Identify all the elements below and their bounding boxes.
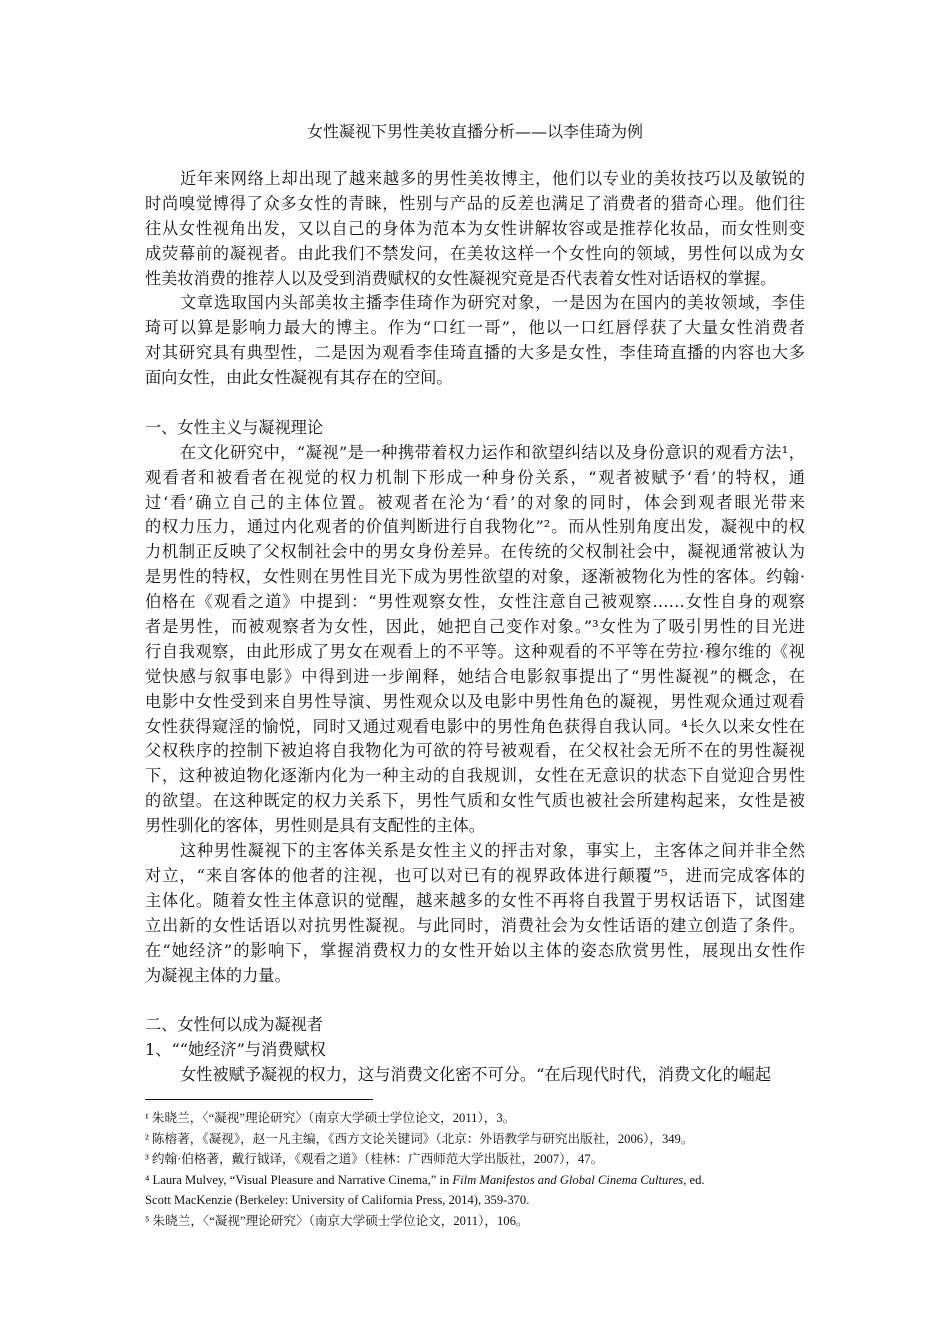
paragraph <box>145 839 805 988</box>
section-heading: 1、““她经济”与消费赋权 <box>145 1040 326 1060</box>
footnote-1: ¹ 朱晓兰，〈“凝视”理论研究〉（南京大学硕士学位论文，2011），3。 <box>145 1111 516 1125</box>
paragraph-line: 者是男性，而被观察者为女性，因此，她把自己变作对象。”³女性为了吸引男性的目光进 <box>145 617 805 637</box>
paragraph-line: 在“她经济”的影响下，掌握消费权力的女性开始以主体的姿态欣赏男性，展现出女性作 <box>145 940 805 960</box>
paragraph-line: 时尚嗅觉博得了众多女性的青睐，性别与产品的反差也满足了消费者的猎奇心理。他们往 <box>145 193 805 213</box>
document-title: 女性凝视下男性美妆直播分析——以李佳琦为例 <box>306 122 643 141</box>
paragraph-line: 主体化。随着女性主体意识的觉醒，越来越多的女性不再将自我置于男权话语下，试图建 <box>145 890 805 910</box>
paragraph-line: 对其研究具有典型性，二是因为观看李佳琦直播的大多是女性，李佳琦直播的内容也大多 <box>145 343 805 363</box>
paragraph-line: 琦可以算是影响力最大的博主。作为“口红一哥”，他以一口红唇俘获了大量女性消费者 <box>145 318 805 338</box>
paragraph <box>145 291 805 391</box>
paragraph-line: 对立，“来自客体的他者的注视，也可以对已有的视界政体进行颠覆”⁵，进而完成客体的 <box>145 865 805 885</box>
paragraph-line: 是男性的特权，女性则在男性目光下成为男性欲望的对象，逐渐被物化为性的客体。约翰· <box>145 567 805 587</box>
paragraph-line: 女性被赋予凝视的权力，这与消费文化密不可分。“在后现代时代，消费文化的崛起 <box>180 1065 772 1085</box>
paragraph-line: 的欲望。在这种既定的权力关系下，男性气质和女性气质也被社会所建构起来，女性是被 <box>145 791 805 811</box>
paragraph-line: 近年来网络上却出现了越来越多的男性美妆博主，他们以专业的美妆技巧以及敏锐的 <box>180 169 805 188</box>
document-body <box>145 167 805 1088</box>
footnote-separator <box>145 1099 373 1100</box>
paragraph-line: 为凝视主体的力量。 <box>145 965 291 985</box>
footnote-4-book-title: Film Manifestos and Global Cinema Cultures <box>452 1172 684 1187</box>
paragraph-line: 的权力压力，通过内化观者的价值判断进行自我物化”²。而从性别角度出发，凝视中的权 <box>145 517 805 537</box>
paragraph-line: 往从女性视角出发，又以自己的身体为范本为女性讲解妆容或是推荐化妆品，而女性则变 <box>145 218 805 238</box>
paragraph-line: 立出新的女性话语以对抗男性凝视。与此同时，消费社会为女性话语的建立创造了条件。 <box>145 915 805 935</box>
paragraph-line: 伯格在《观看之道》中提到：“男性观察女性，女性注意自己被观察……女性自身的观察 <box>145 592 805 612</box>
footnote-4-text: ⁴ Laura Mulvey, “Visual Pleasure and Narrative Cinema,” in <box>145 1172 453 1187</box>
paragraph-line: 行自我观察，由此形成了男女在观看上的不平等。这种观看的不平等在劳拉·穆尔维的《视 <box>145 641 805 661</box>
paragraph-line: 成荧幕前的凝视者。由此我们不禁发问，在美妆这样一个女性向的领域，男性何以成为女 <box>145 243 805 263</box>
paragraph <box>145 167 805 291</box>
section-heading: 一、女性主义与凝视理论 <box>145 417 324 437</box>
footnote-4-ed: , ed. <box>683 1172 705 1187</box>
paragraph-line: 文章选取国内头部美妆主播李佳琦作为研究对象，一是因为在国内的美妆领域，李佳 <box>180 293 805 313</box>
paragraph-line: 男性驯化的客体，男性则是具有支配性的主体。 <box>145 816 485 836</box>
paragraph-line: 下，这种被迫物化逐渐内化为一种主动的自我规训，女性在无意识的状态下自觉迎合男性 <box>145 766 805 786</box>
footnote-2: ² 陈榕著，《凝视》，赵一凡主编，《西方文论关键词》（北京：外语教学与研究出版社，2006），349。 <box>145 1131 694 1146</box>
footnote-5: ⁵ 朱晓兰，〈“凝视”理论研究〉（南京大学硕士学位论文，2011），106。 <box>145 1213 529 1228</box>
paragraph-line: 面向女性，由此女性凝视有其存在的空间。 <box>145 368 453 388</box>
footnotes <box>145 1108 825 1231</box>
paragraph-line: 觉快感与叙事电影》中得到进一步阐释，她结合电影叙事提出了“男性凝视”的概念，在 <box>145 666 805 686</box>
blank-line <box>145 988 805 1013</box>
footnote-3: ³ 约翰·伯格著，戴行钺译，《观看之道》（桂林：广西师范大学出版社，2007），47。 <box>145 1152 604 1166</box>
paragraph-line: 观看者和被看者在视觉的权力机制下形成一种身份关系，“观者被赋予‘看’的特权，通 <box>145 467 805 487</box>
paragraph <box>145 441 805 839</box>
paragraph-line: 这种男性凝视下的主客体关系是女性主义的抨击对象，事实上，主客体之间并非全然 <box>180 841 805 861</box>
paragraph-line: 女性获得窥淫的愉悦，同时又通过观看电影中的男性角色获得自我认同。⁴长久以来女性在 <box>145 716 805 736</box>
footnote-4-continued: Scott MacKenzie (Berkeley: University of California Press, 2014), 359-370. <box>145 1193 530 1207</box>
paragraph-line: 过‘看’确立自己的主体位置。被观者在沦为‘看’的对象的同时，体会到观者眼光带来 <box>145 492 805 512</box>
paragraph-line: 在文化研究中，“凝视”是一种携带着权力运作和欲望纠结以及身份意识的观看方法¹， <box>180 442 805 462</box>
paragraph-line: 电影中女性受到来自男性导演、男性观众以及电影中男性角色的凝视，男性观众通过观看 <box>145 691 805 711</box>
paragraph-line: 力机制正反映了父权制社会中的男女身份差异。在传统的父权制社会中，凝视通常被认为 <box>145 542 805 562</box>
footnote-4 <box>145 1170 825 1191</box>
paragraph-line: 父权秩序的控制下被迫将自我物化为可欲的符号被观看，在父权社会无所不在的男性凝视 <box>145 741 805 761</box>
section-heading: 二、女性何以成为凝视者 <box>145 1015 324 1035</box>
blank-line <box>145 391 805 416</box>
paragraph-line: 性美妆消费的推荐人以及受到消费赋权的女性凝视究竟是否代表着女性对话语权的掌握。 <box>145 268 777 288</box>
